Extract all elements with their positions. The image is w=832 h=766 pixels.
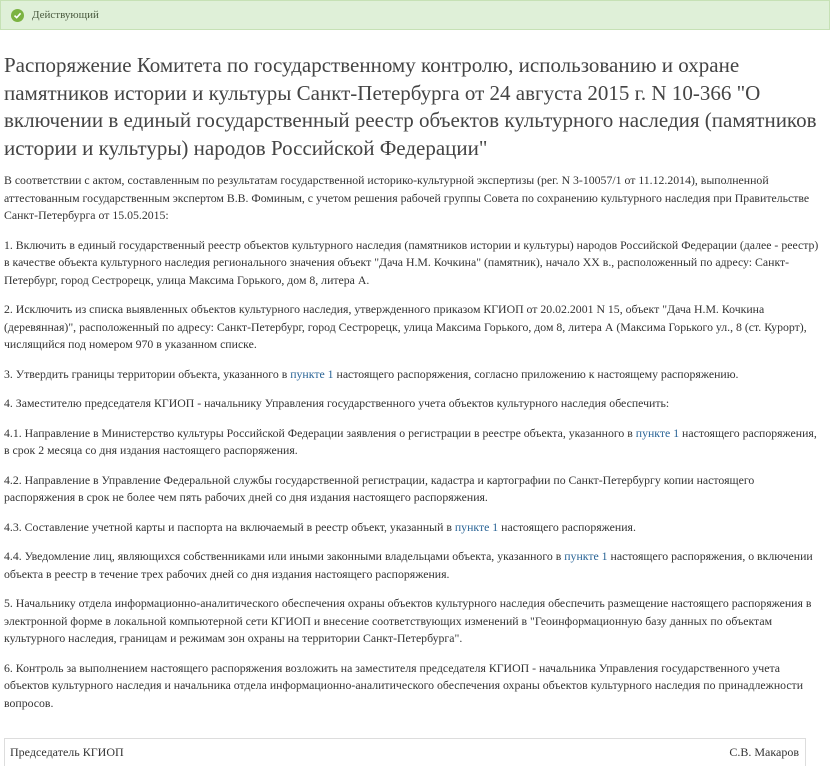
clause-4-4-text-end: настоящего распоряжения, о включении объекта в реестр в течение трех рабочих дней со дня издания настоящего распоряжения. <box>4 549 813 581</box>
status-label: Действующий <box>32 9 99 21</box>
clause-3-text-end: настоящего распоряжения, согласно приложению к настоящему распоряжению. <box>333 366 739 381</box>
clause-6: 6. Контроль за выполнением настоящего распоряжения возложить на заместителя председателя КГИОП - начальника Управления государственного учета объектов культурного наследия и начальника отдела информационно-аналитического обеспечения охраны объектов культурного наследия по принадлежности вопросов. <box>4 660 804 710</box>
preamble: В соответствии с актом, составленным по результатам государственной историко-культурной экспертизы (рег. N 3-10057/1 от 11.12.2014), выполненной аттестованным государственным экспертом В.В. Фоминым, с учетом решения рабочей группы Совета по сохранению культурного наследия при Правительстве Санкт-Петербурга от 15.05.2015: <box>4 173 810 222</box>
clause-4-4 <box>4 548 822 583</box>
clause-4-2: 4.2. Направление в Управление Федеральной службы государственной регистрации, кадастра и картографии по Санкт-Петербургу копии настоящего распоряжения в срок не более чем пять рабочих дней со дня издания настоящего распоряжения. <box>4 472 755 504</box>
document-body <box>4 172 822 724</box>
clause-4-3-text-end: настоящего распоряжения. <box>498 519 636 534</box>
clause-4-1-text-end: настоящего распоряжения, в срок 2 месяца со дня издания настоящего распоряжения. <box>4 425 817 457</box>
signature-table <box>4 738 806 766</box>
clause-4-1-text: 4.1. Направление в Министерство культуры Российской Федерации заявления о регистрации в реестре объекта, указанного в <box>4 425 636 440</box>
status-banner <box>0 0 830 30</box>
clause-2: 2. Исключить из списка выявленных объектов культурного наследия, утвержденного приказом КГИОП от 20.02.2001 N 15, объект "Дача Н.М. Кочкина (деревянная)", расположенный по адресу: Санкт-Петербург, город Сестрорецк, улица Максима Горького, дом 8, литера А (Максима Горького ул., 8 (ст. Курорт), числящийся под номером 970 в указанном списке. <box>4 302 807 351</box>
clause-4-4-link[interactable]: пункте 1 <box>564 549 608 563</box>
clause-5: 5. Начальнику отдела информационно-аналитического обеспечения охраны объектов культурного наследия обеспечить размещение настоящего распоряжения в электронной форме в локальной компьютерной сети КГИОП и внесение соответствующих изменений в "Геоинформационную базу данных по объектам культурного наследия, границам и режимам зон охраны на территории Санкт-Петербурга". <box>4 596 812 645</box>
clause-4-1 <box>4 425 822 460</box>
clause-4-1-link[interactable]: пункте 1 <box>635 425 680 440</box>
signature-position: Председатель КГИОП <box>10 745 124 759</box>
clause-4-3 <box>4 519 822 537</box>
clause-4-4-text: 4.4. Уведомление лиц, являющихся собственниками или иными законными владельцами объекта, указанного в <box>4 549 565 563</box>
clause-4-3-text: 4.3. Составление учетной карты и паспорта на включаемый в реестр объект, указанный в <box>4 519 455 534</box>
clause-4-3-link[interactable]: пункте 1 <box>454 519 499 534</box>
signature-name: С.В. Макаров <box>729 745 799 759</box>
clause-4: 4. Заместителю председателя КГИОП - начальнику Управления государственного учета объектов культурного наследия обеспечить: <box>4 396 670 410</box>
document-title: Распоряжение Комитета по государственному контролю, использованию и охране памятников истории и культуры Санкт-Петербурга от 24 августа 2015 г. N 10-366 "О включении в единый государственный реестр объектов культурного наследия (памятников истории и культуры) народов Российской Федерации" <box>4 53 817 160</box>
clause-3-text: 3. Утвердить границы территории объекта, указанного в <box>4 366 291 381</box>
check-circle-icon <box>11 9 24 22</box>
clause-1: 1. Включить в единый государственный реестр объектов культурного наследия (памятников истории и культуры) народов Российской Федерации (далее - реестр) в качестве объекта культурного наследия регионального значения объект "Дача Н.М. Кочкина" (памятник), начало XX в., расположенный по адресу: Санкт-Петербург, город Сестрорецк, улица Максима Горького, дом 8, литера А. <box>4 237 819 287</box>
clause-3-link[interactable]: пункте 1 <box>290 366 334 381</box>
clause-3 <box>4 366 822 384</box>
